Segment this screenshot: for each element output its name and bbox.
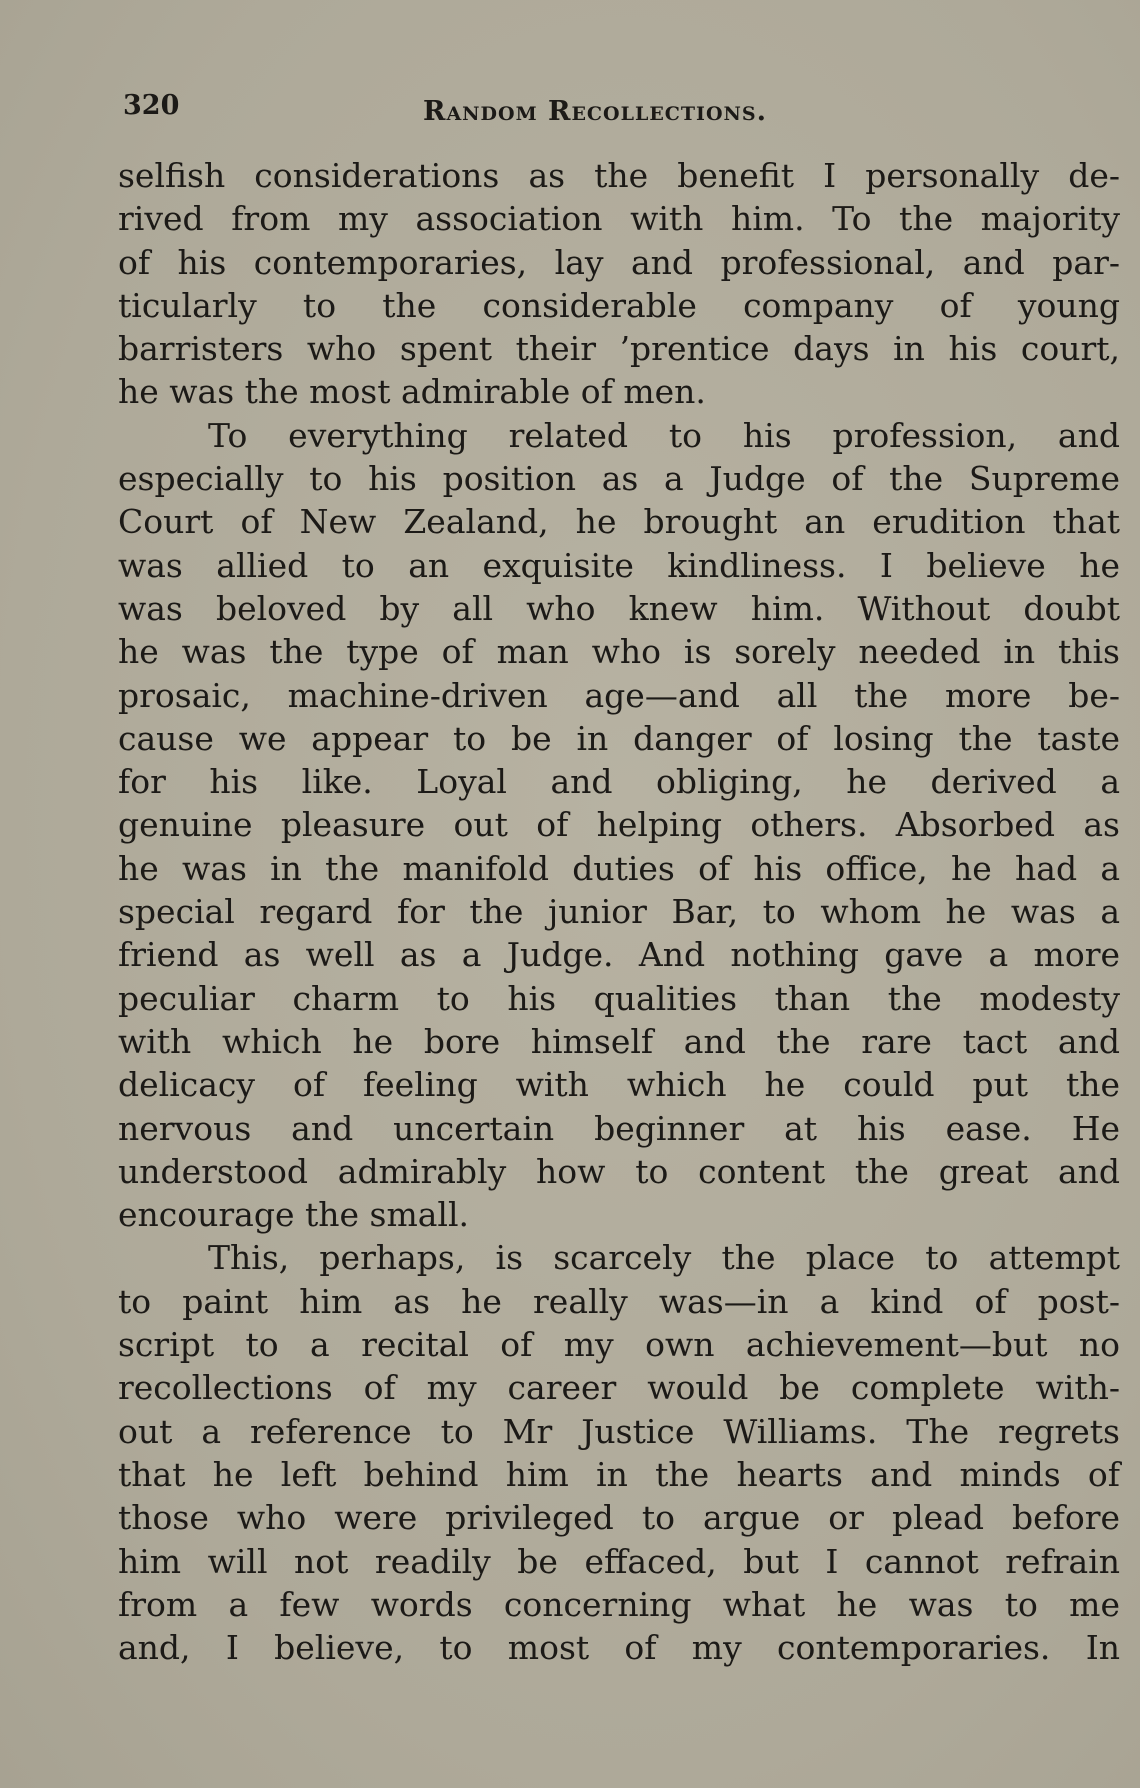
text-line: barristers who spent their ’prentice days in his court, <box>118 329 1120 369</box>
text-line: encourage the small. <box>118 1195 470 1235</box>
paragraph <box>118 1236 1120 1669</box>
text-line: understood admirably how to content the great and <box>118 1151 1120 1191</box>
text-line: of his contemporaries, lay and professional, and par- <box>118 242 1120 282</box>
text-line: cause we appear to be in danger of losing the taste <box>118 718 1120 758</box>
text-line: with which he bore himself and the rare tact and <box>118 1021 1120 1061</box>
text-line: rived from my association with him. To the majority <box>118 199 1120 239</box>
text-line: for his like. Loyal and obliging, he derived a <box>118 762 1120 802</box>
paragraph <box>118 414 1120 1237</box>
text-line: special regard for the junior Bar, to whom he was a <box>118 892 1120 932</box>
page-header <box>118 90 1118 130</box>
text-line: prosaic, machine-driven age—and all the more be- <box>118 675 1120 715</box>
text-line: delicacy of feeling with which he could put the <box>118 1065 1120 1105</box>
paragraph <box>118 154 1120 414</box>
body-text <box>118 154 1120 1669</box>
text-line: To everything related to his profession, and <box>208 415 1120 455</box>
text-line: especially to his position as a Judge of the Supreme <box>118 459 1120 499</box>
text-line: friend as well as a Judge. And nothing gave a more <box>118 935 1120 975</box>
text-line: This, perhaps, is scarcely the place to attempt <box>208 1238 1120 1278</box>
text-line: recollections of my career would be complete with- <box>118 1368 1120 1408</box>
text-line: to paint him as he really was—in a kind of post- <box>118 1281 1120 1321</box>
text-line: him will not readily be effaced, but I cannot refrain <box>118 1541 1120 1581</box>
text-line: genuine pleasure out of helping others. Absorbed as <box>118 805 1120 845</box>
text-line: from a few words concerning what he was to me <box>118 1584 1120 1624</box>
text-line: out a reference to Mr Justice Williams. The regrets <box>118 1411 1120 1451</box>
text-line: ticularly to the considerable company of young <box>118 285 1120 325</box>
text-line: that he left behind him in the hearts and minds of <box>118 1454 1120 1494</box>
text-line: nervous and uncertain beginner at his ease. He <box>118 1108 1120 1148</box>
running-head: Random Recollections. <box>423 96 767 127</box>
text-line: he was in the manifold duties of his office, he had a <box>118 848 1120 888</box>
text-line: Court of New Zealand, he brought an erudition that <box>118 502 1120 542</box>
text-line: peculiar charm to his qualities than the modesty <box>118 978 1120 1018</box>
text-line: he was the most admirable of men. <box>118 372 706 412</box>
text-line: selfish considerations as the benefit I personally de- <box>118 156 1120 195</box>
page-number: 320 <box>123 90 180 121</box>
text-line: was beloved by all who knew him. Without doubt <box>118 588 1120 628</box>
text-line: and, I believe, to most of my contemporaries. In <box>118 1628 1120 1668</box>
text-line: those who were privileged to argue or plead before <box>118 1498 1120 1538</box>
text-line: script to a recital of my own achievement—but no <box>118 1325 1120 1365</box>
text-line: was allied to an exquisite kindliness. I believe he <box>118 545 1120 585</box>
text-line: he was the type of man who is sorely needed in this <box>118 632 1120 672</box>
